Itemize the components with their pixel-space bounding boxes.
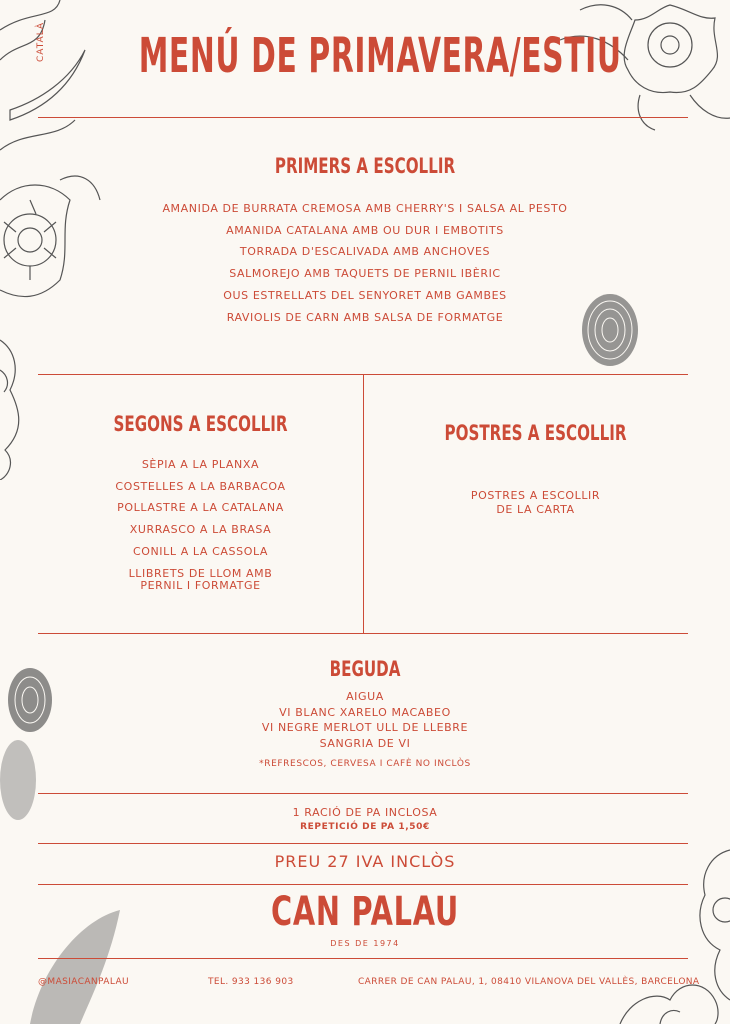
postres-heading: POSTRES A ESCOLLIR [444,421,627,445]
primers-heading: PRIMERS A ESCOLLIR [274,154,456,178]
list-item: PERNIL I FORMATGE [140,578,261,592]
brand-logo: CAN PALAU [271,889,459,935]
divider-footer [38,958,688,959]
list-item: LLIBRETS DE LLOM AMB [128,566,273,580]
address: CARRER DE CAN PALAU, 1, 08410 VILANOVA DEL VALLÈS, BARCELONA [358,977,700,987]
list-item: AIGUA [346,690,384,703]
instagram-handle[interactable]: @MASIACANPALAU [38,977,130,987]
brand-since: DES DE 1974 [330,939,400,948]
list-item: TORRADA D'ESCALIVADA AMB ANCHOVES [239,245,491,259]
list-item: RAVIOLIS DE CARN AMB SALSA DE FORMATGE [226,310,504,324]
bread-repeat: REPETICIÓ DE PA 1,50€ [300,822,430,832]
list-item: AMANIDA DE BURRATA CREMOSA AMB CHERRY'S I SALSA AL PESTO [162,202,568,215]
price-label: PREU 27 IVA INCLÒS [274,852,456,871]
beguda-note: *REFRESCOS, CERVESA I CAFÈ NO INCLÒS [259,759,471,769]
divider-top [38,117,688,118]
divider-bread [38,843,688,844]
language-label: CATALÀ [36,21,46,62]
postres-line: DE LA CARTA [496,503,575,516]
page-title: MENÚ DE PRIMAVERA/ESTIU [138,28,622,84]
beguda-heading: BEGUDA [329,657,401,681]
divider-mains [38,633,688,634]
list-item: SALMOREJO AMB TAQUETS DE PERNIL IBÈRIC [229,267,501,281]
beguda-list [0,689,730,771]
list-item: OUS ESTRELLATS DEL SENYORET AMB GAMBES [223,288,507,302]
list-item: SÈPIA A LA PLANXA [141,458,260,471]
list-item: AMANIDA CATALANA AMB OU DUR I EMBOTITS [226,223,504,237]
bread-info [0,805,730,834]
segons-list [38,454,363,592]
primers-list [0,198,730,328]
list-item: XURRASCO A LA BRASA [129,523,272,537]
list-item: CONILL A LA CASSOLA [132,544,269,558]
bread-included: 1 RACIÓ DE PA INCLOSA [292,806,438,819]
list-item: VI NEGRE MERLOT ULL DE LLEBRE [261,721,469,734]
phone-number[interactable]: TEL. 933 136 903 [208,977,294,987]
list-item: SANGRIA DE VI [319,736,411,750]
list-item: POLLASTRE A LA CATALANA [117,501,284,515]
postres-text [363,489,708,517]
divider-beguda [38,793,688,794]
list-item: COSTELLES A LA BARBACOA [115,479,286,493]
divider-price [38,884,688,885]
flower-illustration-mid-left [0,330,30,480]
segons-heading: SEGONS A ESCOLLIR [113,412,288,436]
list-item: VI BLANC XARELO MACABEO [279,705,451,719]
postres-line: POSTRES A ESCOLLIR [470,489,601,502]
